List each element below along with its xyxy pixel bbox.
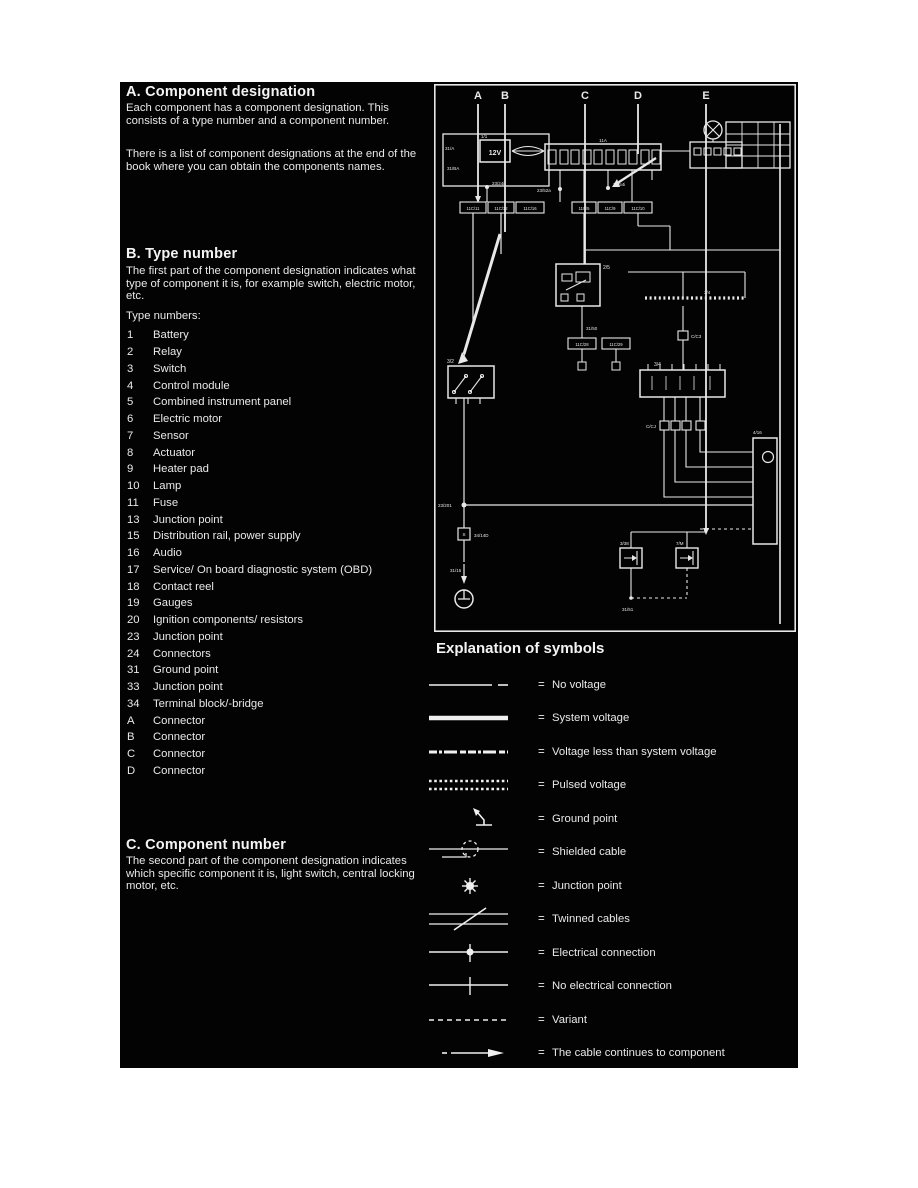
symbol-meaning: Electrical connection [552, 946, 656, 959]
fuse-drop-wires [560, 170, 652, 202]
type-number: A [127, 714, 135, 727]
type-number-label: Junction point [153, 681, 223, 694]
twinned-wire-lens [512, 147, 544, 156]
right-component-box [753, 438, 777, 544]
junction-dot-4 [462, 503, 467, 508]
type-number-label: Connector [153, 748, 206, 761]
type-number: 1 [127, 329, 134, 342]
wiring-diagram [434, 84, 796, 632]
type-number: 5 [127, 396, 134, 409]
cable-continues-icon [428, 1041, 512, 1065]
section-b-para: The first part of the component designation indicates what type of component it is, for example switch, electric motor, etc. [126, 265, 416, 303]
type-number-label: Ground point [153, 664, 219, 677]
section-b-heading: B. Type number [126, 246, 238, 262]
type-number-label: Gauges [153, 597, 193, 610]
type-number-label: Connector [153, 764, 206, 777]
symbol-row [428, 802, 796, 836]
ground-arrowhead [461, 576, 467, 584]
type-number: 19 [127, 597, 140, 610]
section-c-para: The second part of the component designation indicates which specific component it is, light switch, central locking motor, etc. [126, 855, 415, 893]
type-number-label: Connectors [153, 647, 211, 660]
battery-box [443, 134, 549, 186]
equals-sign: = [538, 913, 545, 926]
type-number: 17 [127, 563, 140, 576]
symbol-row [428, 668, 796, 702]
variant-icon [428, 1008, 512, 1032]
type-number: 33 [127, 681, 140, 694]
type-number-row [127, 729, 433, 746]
type-number-row [127, 361, 433, 378]
equals-sign: = [538, 745, 545, 758]
cc3-connector [678, 331, 688, 340]
type-number: 15 [127, 530, 140, 543]
type-number-row [127, 394, 433, 411]
fuse-rail-label: 11A [599, 138, 607, 143]
connector-3-label: 11C/16 [523, 206, 537, 211]
cc3-label: C/C3 [691, 334, 702, 339]
symbol-meaning: Ground point [552, 812, 618, 825]
pointer-arrow-line [464, 234, 500, 354]
system-voltage-icon [428, 706, 512, 730]
type-number: B [127, 731, 135, 744]
junction-4-label: 23/201 [438, 503, 452, 508]
type-number: C [127, 748, 136, 761]
column-letter-c: C [581, 90, 589, 102]
equals-sign: = [538, 846, 545, 859]
symbol-row [428, 1037, 796, 1069]
type-number: 6 [127, 413, 134, 426]
pointer-arrowhead [458, 352, 468, 364]
type-number-row [127, 461, 433, 478]
symbol-meaning: The cable continues to component [552, 1047, 725, 1060]
connector-6-label: 11C/10 [631, 206, 645, 211]
connector-2-label: 11C/12 [494, 206, 508, 211]
variant-wire-bottom [631, 568, 687, 598]
type-number: 8 [127, 446, 134, 459]
type-number: 4 [127, 379, 134, 392]
terminal-block-pin-label: S [462, 532, 466, 537]
type-number-row [127, 327, 433, 344]
type-number: 3 [127, 362, 134, 375]
connector-4-label: 11C/5 [578, 206, 590, 211]
type-number-label: Electric motor [153, 413, 223, 426]
terminal-block-label: 34/14D [474, 533, 489, 538]
equals-sign: = [538, 779, 545, 792]
battery-type-label: 1/1 [481, 134, 488, 139]
battery-voltage-label: 12V [488, 150, 502, 157]
type-number-label: Connector [153, 731, 206, 744]
type-number-row [127, 662, 433, 679]
no-electrical-connection-icon [428, 974, 512, 998]
type-number-label: Junction point [153, 630, 223, 643]
symbol-meaning: System voltage [552, 712, 630, 725]
voltage-less-than-system-icon [428, 740, 512, 764]
type-number-label: Control module [153, 379, 230, 392]
ground-point-icon [428, 807, 512, 831]
junction-dot-5 [629, 596, 633, 600]
type-number-row [127, 495, 433, 512]
battery-terminal-bottom-label: 31/BA [447, 166, 460, 171]
column-letter-b: B [501, 90, 509, 102]
lamp-2-label: 7/M [676, 541, 684, 546]
type-numbers-intro: Type numbers: [126, 310, 201, 322]
section-c-heading: C. Component number [126, 837, 287, 853]
type-number-row [127, 578, 433, 595]
equals-sign: = [538, 678, 545, 691]
type-number-row [127, 629, 433, 646]
manual-page [120, 82, 798, 1068]
symbol-row [428, 735, 796, 769]
top-right-component-pins [694, 148, 741, 155]
symbol-meaning: No voltage [552, 678, 607, 691]
type-number-row [127, 696, 433, 713]
type-number-row [127, 645, 433, 662]
switch-internals [453, 375, 484, 405]
type-number-label: Junction point [153, 513, 223, 526]
type-number-label: Distribution rail, power supply [153, 530, 301, 543]
type-number-row [127, 444, 433, 461]
lamp-1-label: 3/38 [620, 541, 629, 546]
symbol-row [428, 836, 796, 870]
equals-sign: = [538, 980, 545, 993]
type-number: 11 [127, 496, 139, 509]
symbol-meaning: Variant [552, 1013, 587, 1026]
connector-1-label: 11C/11 [466, 206, 480, 211]
type-number-row [127, 411, 433, 428]
junction-2-label: 23/52a [537, 188, 551, 193]
diagram-border [435, 85, 795, 631]
module-box [640, 370, 725, 397]
symbol-row [428, 1003, 796, 1037]
type-number-label: Connector [153, 714, 206, 727]
ccj-label: C/CJ [646, 424, 656, 429]
module-label: 3/4 [654, 362, 661, 368]
switch-label: 3/2 [447, 359, 454, 365]
symbols-heading: Explanation of symbols [436, 640, 605, 657]
connector-5-label: 11C/9 [604, 206, 616, 211]
diagram-wires [435, 85, 795, 631]
type-number-label: Audio [153, 547, 182, 560]
type-number-label: Switch [153, 362, 187, 375]
type-number-row [127, 344, 433, 361]
type-number-label: Combined instrument panel [153, 396, 292, 409]
equals-sign: = [538, 1013, 545, 1026]
symbol-row [428, 936, 796, 970]
symbol-row [428, 769, 796, 803]
electrical-connection-icon [428, 941, 512, 965]
type-number-row [127, 679, 433, 696]
symbol-meaning: No electrical connection [552, 980, 672, 993]
symbol-row [428, 869, 796, 903]
cross-wire-2 [628, 272, 745, 298]
symbol-row [428, 970, 796, 1004]
equals-sign: = [538, 946, 545, 959]
type-number-label: Actuator [153, 446, 196, 459]
equals-sign: = [538, 712, 545, 725]
symbol-meaning: Shielded cable [552, 846, 627, 859]
type-number-row [127, 428, 433, 445]
type-number-label: Ignition components/ resistors [153, 614, 304, 627]
equals-sign: = [538, 879, 545, 892]
type-number-label: Lamp [153, 480, 182, 493]
equals-sign: = [538, 812, 545, 825]
type-number-label: Heater pad [153, 463, 209, 476]
type-number-row [127, 746, 433, 763]
ground-wire-label: 31/15 [450, 568, 462, 573]
type-number-row [127, 712, 433, 729]
right-component-label: 4/16 [753, 430, 762, 435]
connector-8-label: 11C/29 [609, 342, 623, 347]
lamp-1-arrowhead [632, 555, 637, 561]
column-letter-e: E [702, 90, 710, 102]
junction-3-label: 23/54i [613, 182, 626, 187]
fuse-elements [548, 150, 660, 164]
type-number-row [127, 511, 433, 528]
column-letter-d: D [634, 90, 642, 102]
junction-dot-1 [485, 185, 489, 189]
type-number: 16 [127, 547, 140, 560]
relay-box [556, 264, 600, 306]
relay-ground-label: 31/50 [586, 326, 598, 331]
type-number-label: Service/ On board diagnostic system (OBD) [153, 563, 373, 576]
type-number-row [127, 528, 433, 545]
type-number-row [127, 377, 433, 394]
junction-dot-3 [606, 186, 610, 190]
equals-sign: = [538, 1047, 545, 1060]
type-number: 18 [127, 580, 140, 593]
type-number-row [127, 478, 433, 495]
type-number-row [127, 612, 433, 629]
type-number-row [127, 763, 433, 780]
section-a-para-2: There is a list of component designations at the end of the book where you can obtain the components names. [126, 148, 417, 173]
junction-point-icon [428, 874, 512, 898]
symbol-meaning: Pulsed voltage [552, 779, 627, 792]
type-number-label: Sensor [153, 429, 189, 442]
battery-terminal-top-label: 31/A [445, 146, 455, 151]
symbol-meaning: Voltage less than system voltage [552, 745, 717, 758]
type-number: 13 [127, 513, 140, 526]
type-number-label: Relay [153, 346, 182, 359]
junction-1-label: 23/24i [492, 181, 505, 186]
type-number: 10 [127, 480, 140, 493]
column-letter-a: A [474, 90, 482, 102]
symbols-list [428, 668, 796, 1068]
twinned-cables-icon [428, 907, 512, 931]
type-number-label: Terminal block/-bridge [153, 697, 264, 710]
type-number: 9 [127, 463, 134, 476]
type-numbers-list [127, 327, 433, 779]
relay-internals [561, 272, 590, 301]
ccj-connector-strip [660, 421, 705, 430]
type-number-row [127, 545, 433, 562]
rail-label: 3/4 [704, 290, 711, 295]
type-number-label: Contact reel [153, 580, 214, 593]
type-number-label: Battery [153, 329, 189, 342]
type-number: 20 [127, 614, 140, 627]
symbol-row [428, 702, 796, 736]
type-number-row [127, 595, 433, 612]
no-voltage-icon [428, 673, 512, 697]
type-number-label: Fuse [153, 496, 179, 509]
lead-d-arrow-line [616, 158, 656, 184]
symbol-meaning: Twinned cables [552, 913, 630, 926]
type-number: 2 [127, 346, 134, 359]
type-number: D [127, 764, 136, 777]
variant-ground-label: 31/51 [622, 607, 634, 612]
pulsed-voltage-icon [428, 773, 512, 797]
lamp-2-arrowhead [688, 555, 693, 561]
type-number: 7 [127, 429, 134, 442]
connector-7-label: 11C/28 [575, 342, 589, 347]
section-a-heading: A. Component designation [126, 84, 316, 100]
type-number: 23 [127, 630, 140, 643]
type-number-row [127, 562, 433, 579]
type-number: 31 [127, 664, 140, 677]
section-a-para-1: Each component has a component designation. This consists of a type number and a component number. [126, 102, 390, 127]
symbol-meaning: Junction point [552, 879, 622, 892]
wiring-diagram-panel [434, 84, 796, 632]
relay-label: 2/5 [603, 265, 610, 271]
type-number: 24 [127, 647, 140, 660]
symbol-row [428, 903, 796, 937]
junction-dot-2 [558, 187, 562, 191]
type-number: 34 [127, 697, 140, 710]
shielded-cable-icon [428, 840, 512, 864]
